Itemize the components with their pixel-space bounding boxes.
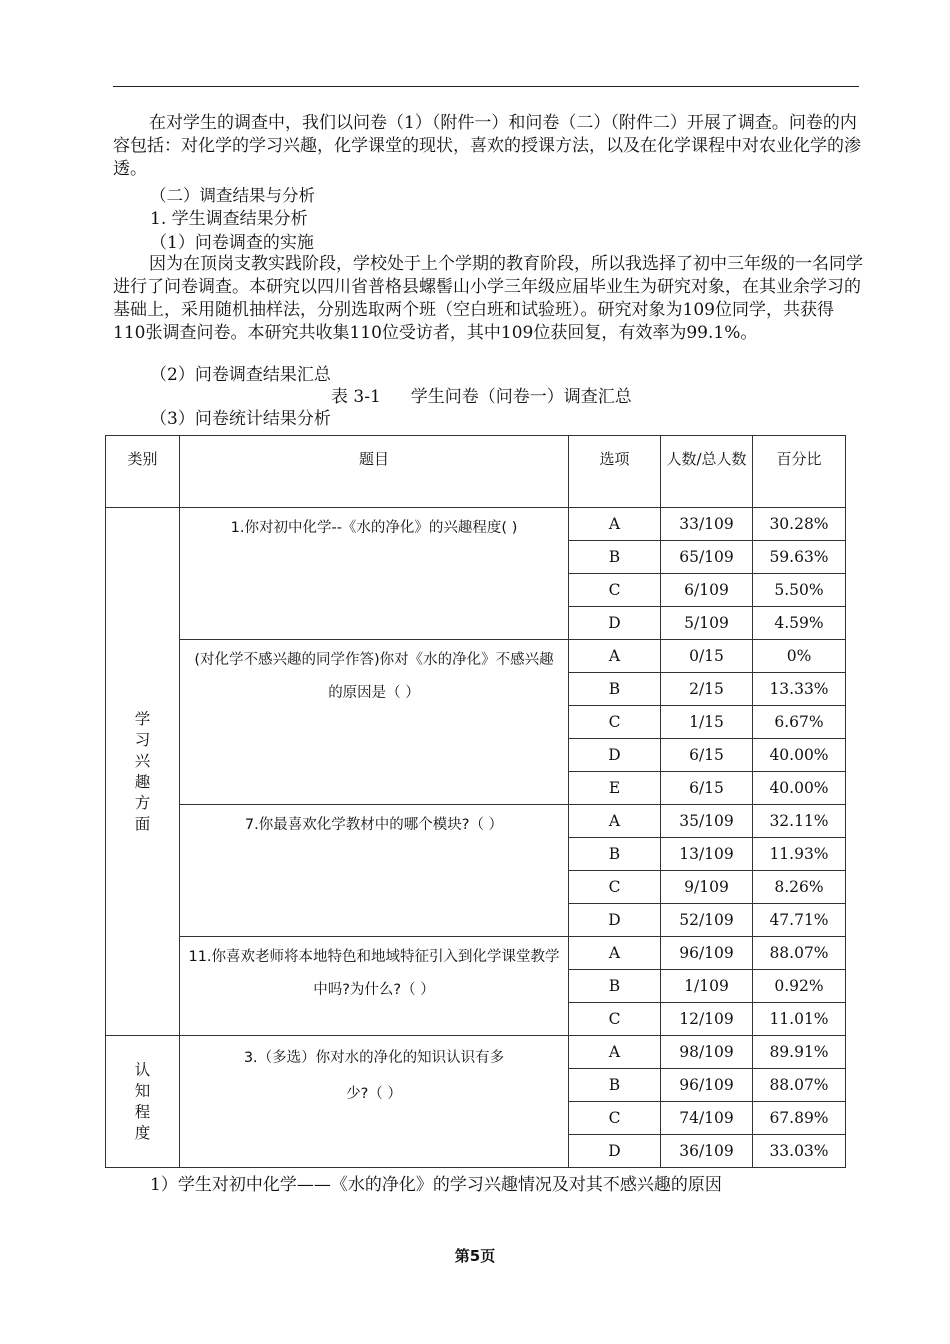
survey-table — [105, 435, 846, 1168]
percent-cell: 8.26% — [753, 871, 846, 904]
option-cell: D — [569, 739, 661, 772]
percent-cell: 11.01% — [753, 1003, 846, 1036]
percent-cell: 0.92% — [753, 970, 846, 1003]
option-cell: A — [569, 1036, 661, 1069]
header-count: 人数/总人数 — [661, 436, 753, 508]
table-row — [106, 1036, 846, 1069]
table-caption — [331, 386, 632, 409]
count-cell: 6/109 — [661, 574, 753, 607]
option-cell: A — [569, 805, 661, 838]
question-cell: 7.你最喜欢化学教材中的哪个模块?（ ） — [180, 805, 569, 937]
header-question: 题目 — [180, 436, 569, 508]
percent-cell: 5.50% — [753, 574, 846, 607]
item2-title: （2）问卷调查结果汇总 — [150, 365, 331, 385]
question-cell — [180, 1036, 569, 1168]
option-cell: B — [569, 838, 661, 871]
item1-title: （1）问卷调查的实施 — [150, 233, 314, 253]
percent-cell: 47.71% — [753, 904, 846, 937]
after-table-paragraph: 1）学生对初中化学——《水的净化》的学习兴趣情况及对其不感兴趣的原因 — [150, 1175, 722, 1195]
subsection-title: 1. 学生调查结果分析 — [150, 209, 308, 229]
option-cell: A — [569, 640, 661, 673]
count-cell: 65/109 — [661, 541, 753, 574]
percent-cell: 40.00% — [753, 739, 846, 772]
table-row — [106, 640, 846, 673]
table-caption-number: 表 3-1 — [331, 387, 381, 407]
count-cell: 13/109 — [661, 838, 753, 871]
table-row — [106, 508, 846, 541]
option-cell: B — [569, 970, 661, 1003]
question-cell: 1.你对初中化学--《水的净化》的兴趣程度( ) — [180, 508, 569, 640]
count-cell: 74/109 — [661, 1102, 753, 1135]
table-caption-text: 学生问卷（问卷一）调查汇总 — [410, 387, 632, 407]
table-row — [106, 805, 846, 838]
category-label: 学习兴趣方面 — [134, 709, 151, 833]
option-cell: D — [569, 607, 661, 640]
count-cell: 98/109 — [661, 1036, 753, 1069]
option-cell: A — [569, 937, 661, 970]
count-cell: 1/15 — [661, 706, 753, 739]
header-category: 类别 — [106, 436, 180, 508]
item1-body: 因为在顶岗支教实践阶段，学校处于上个学期的教育阶段，所以我选择了初中三年级的一名同学进行了问卷调查。本研究以四川省普格县螺髻山小学三年级应届毕业生为研究对象，在其业余学习的基础上，采用随机抽样法，分别选取两个班（空白班和试验班）。研究对象为109位同学，共获得110张调查问卷。本研究共收集110位受访者，其中109位获回复，有效率为99.1%。 — [113, 254, 863, 343]
count-cell: 52/109 — [661, 904, 753, 937]
percent-cell: 88.07% — [753, 937, 846, 970]
category-label: 认知程度 — [134, 1060, 151, 1142]
header-percent: 百分比 — [753, 436, 846, 508]
question-cell: (对化学不感兴趣的同学作答)你对《水的净化》不感兴趣的原因是（ ） — [180, 640, 569, 805]
option-cell: C — [569, 1003, 661, 1036]
percent-cell: 13.33% — [753, 673, 846, 706]
option-cell: A — [569, 508, 661, 541]
option-cell: D — [569, 1135, 661, 1168]
count-cell: 6/15 — [661, 739, 753, 772]
percent-cell: 40.00% — [753, 772, 846, 805]
page-number: 第5页 — [454, 1247, 496, 1265]
option-cell: B — [569, 541, 661, 574]
count-cell: 6/15 — [661, 772, 753, 805]
option-cell: B — [569, 1069, 661, 1102]
item3-title: （3）问卷统计结果分析 — [150, 409, 331, 429]
count-cell: 2/15 — [661, 673, 753, 706]
table-row — [106, 937, 846, 970]
option-cell: B — [569, 673, 661, 706]
percent-cell: 67.89% — [753, 1102, 846, 1135]
percent-cell: 11.93% — [753, 838, 846, 871]
option-cell: E — [569, 772, 661, 805]
count-cell: 96/109 — [661, 1069, 753, 1102]
percent-cell: 30.28% — [753, 508, 846, 541]
percent-cell: 33.03% — [753, 1135, 846, 1168]
count-cell: 12/109 — [661, 1003, 753, 1036]
count-cell: 33/109 — [661, 508, 753, 541]
count-cell: 36/109 — [661, 1135, 753, 1168]
percent-cell: 59.63% — [753, 541, 846, 574]
header-rule — [113, 86, 859, 87]
percent-cell: 4.59% — [753, 607, 846, 640]
category-cell — [106, 1036, 180, 1168]
option-cell: D — [569, 904, 661, 937]
percent-cell: 6.67% — [753, 706, 846, 739]
intro-paragraph: 在对学生的调查中，我们以问卷（1）（附件一）和问卷（二）（附件二）开展了调查。问卷的内容包括：对化学的学习兴趣，化学课堂的现状，喜欢的授课方法，以及在化学课程中对农业化学的渗透。 — [113, 113, 861, 179]
question-text: 3.（多选）你对水的净化的知识认识有多少?（ ） — [243, 1050, 505, 1102]
option-cell: C — [569, 574, 661, 607]
percent-cell: 0% — [753, 640, 846, 673]
category-cell — [106, 508, 180, 1036]
option-cell: C — [569, 1102, 661, 1135]
percent-cell: 89.91% — [753, 1036, 846, 1069]
section-title: （二）调查结果与分析 — [150, 186, 315, 205]
header-option: 选项 — [569, 436, 661, 508]
count-cell: 1/109 — [661, 970, 753, 1003]
count-cell: 35/109 — [661, 805, 753, 838]
percent-cell: 32.11% — [753, 805, 846, 838]
count-cell: 96/109 — [661, 937, 753, 970]
percent-cell: 88.07% — [753, 1069, 846, 1102]
option-cell: C — [569, 871, 661, 904]
table-header-row — [106, 436, 846, 508]
option-cell: C — [569, 706, 661, 739]
count-cell: 5/109 — [661, 607, 753, 640]
question-cell: 11.你喜欢老师将本地特色和地域特征引入到化学课堂教学中吗?为什么?（ ） — [180, 937, 569, 1036]
count-cell: 0/15 — [661, 640, 753, 673]
count-cell: 9/109 — [661, 871, 753, 904]
